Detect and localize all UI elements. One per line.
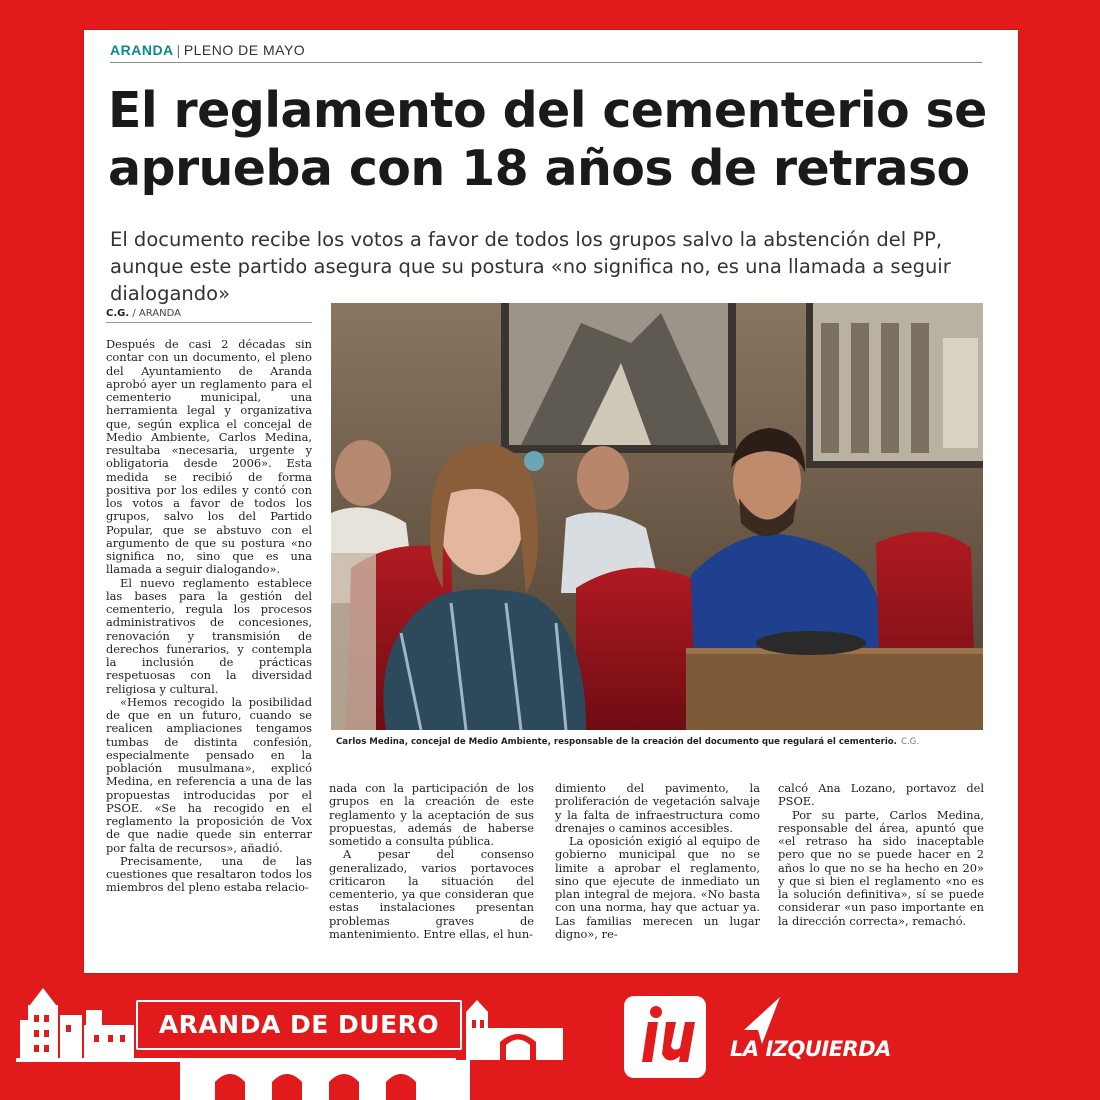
column-3 xyxy=(555,782,760,941)
paragraph: Por su parte, Carlos Medina, responsable del área, apuntó que «el retraso ha sido inaceptable pero que no se puede hacer en 2 años lo que no se ha hecho en 20» y que si bien el reglamento «no es la solución definitiva», sí se puede considerar «un paso importante en la dirección correcta», remachó. xyxy=(778,807,984,928)
church-icon xyxy=(466,1000,563,1060)
paragraph: nada con la participación de los grupos en la creación de este reglamento y la aceptación de sus propuestas, además de haberse sometido a consulta pública. xyxy=(329,781,534,848)
byline-place: ARANDA xyxy=(138,308,181,319)
paragraph: Después de casi 2 décadas sin contar con un documento, el pleno del Ayuntamiento de Aranda aprobó ayer un reglamento para el cementerio municipal, una herramienta legal y organizativa que, según explica el concejal de Medio Ambiente, Carlos Medina, resultaba «necesaria, urgente y obligatoria desde 2006». Esta medida se recibió de forma positiva por los ediles y contó con los votos a favor de todos los grupos, salvo los del Partido Popular, que se abstuvo con el argumento de que su postura «no significa no, sino que es una llamada a seguir dialogando». xyxy=(106,337,312,577)
paragraph: «Hemos recogido la posibilidad de que en un futuro, cuando se realicen ampliaciones tengamos tumbas de distinta confesión, especialmente pensado en la población musulmana», explicó Medina, en referencia a una de las propuestas introducidas por el PSOE. «Se ha recogido en el reglamento la proposición de Vox de que nadie quede sin enterrar por falta de recursos», añadió. xyxy=(106,694,312,855)
photo-caption xyxy=(336,737,996,747)
byline-rule xyxy=(106,322,312,323)
iu-logo-icon xyxy=(624,996,706,1078)
section-name: ARANDA xyxy=(110,42,174,58)
subheadline: El documento recibe los votos a favor de todos los grupos salvo la abstención del PP, aunque este partido asegura que su postura «no significa no, es una llamada a seguir dialogando» xyxy=(110,228,951,305)
section-subname: PLENO DE MAYO xyxy=(183,42,306,58)
section-separator: | xyxy=(176,42,181,58)
section-header xyxy=(110,42,305,58)
paragraph: El nuevo reglamento establece las bases para la gestión del cementerio, regula los procesos administrativos de concesiones, renovación y transmisión de derechos funerarios, y contempla la inclusión de prácticas respetuosas con la diversidad religiosa y cultural. xyxy=(106,575,312,696)
paragraph: calcó Ana Lozano, portavoz del PSOE. xyxy=(778,781,984,809)
paragraph: La oposición exigió al equipo de gobierno municipal que no se limite a aprobar el reglamento, sino que ejecute de inmediato un plan integral de mejora. «No basta con una norma, hay que actuar ya. Las familias merecen un lugar digno», re- xyxy=(555,834,760,941)
byline: C.G. / ARANDA xyxy=(106,308,181,319)
photo-credit: C.G. xyxy=(900,737,920,747)
paragraph: A pesar del consenso generalizado, varios portavoces criticaron la situación del cementerio, ya que consideran que estas instalaciones presentan problemas graves de mantenimiento. Entre ellas, el hun- xyxy=(329,847,534,941)
city-label: ARANDA DE DUERO xyxy=(136,1000,462,1050)
column-1 xyxy=(106,338,312,895)
bridge-arches-icon xyxy=(180,1060,470,1100)
headline: El reglamento del cementerio se aprueba con 18 años de retraso xyxy=(108,82,987,197)
byline-author: C.G. xyxy=(106,308,130,319)
column-4 xyxy=(778,782,984,928)
council-meeting-photo xyxy=(331,303,983,730)
paragraph: dimiento del pavimento, la proliferación de vegetación salvaje y la falta de infraestructura como drenajes o caminos accesibles. xyxy=(555,781,760,835)
header-rule xyxy=(110,62,982,63)
paragraph: Precisamente, una de las cuestiones que resaltaron todos los miembros del pleno estaba relacio- xyxy=(106,853,312,895)
column-2 xyxy=(329,782,534,941)
newspaper-clipping xyxy=(84,30,1018,973)
caption-text: Carlos Medina, concejal de Medio Ambiente, responsable de la creación del documento que regulará el cementerio. xyxy=(336,737,897,747)
article-photo xyxy=(331,303,983,730)
party-name: LA IZQUIERDA xyxy=(730,1037,891,1061)
